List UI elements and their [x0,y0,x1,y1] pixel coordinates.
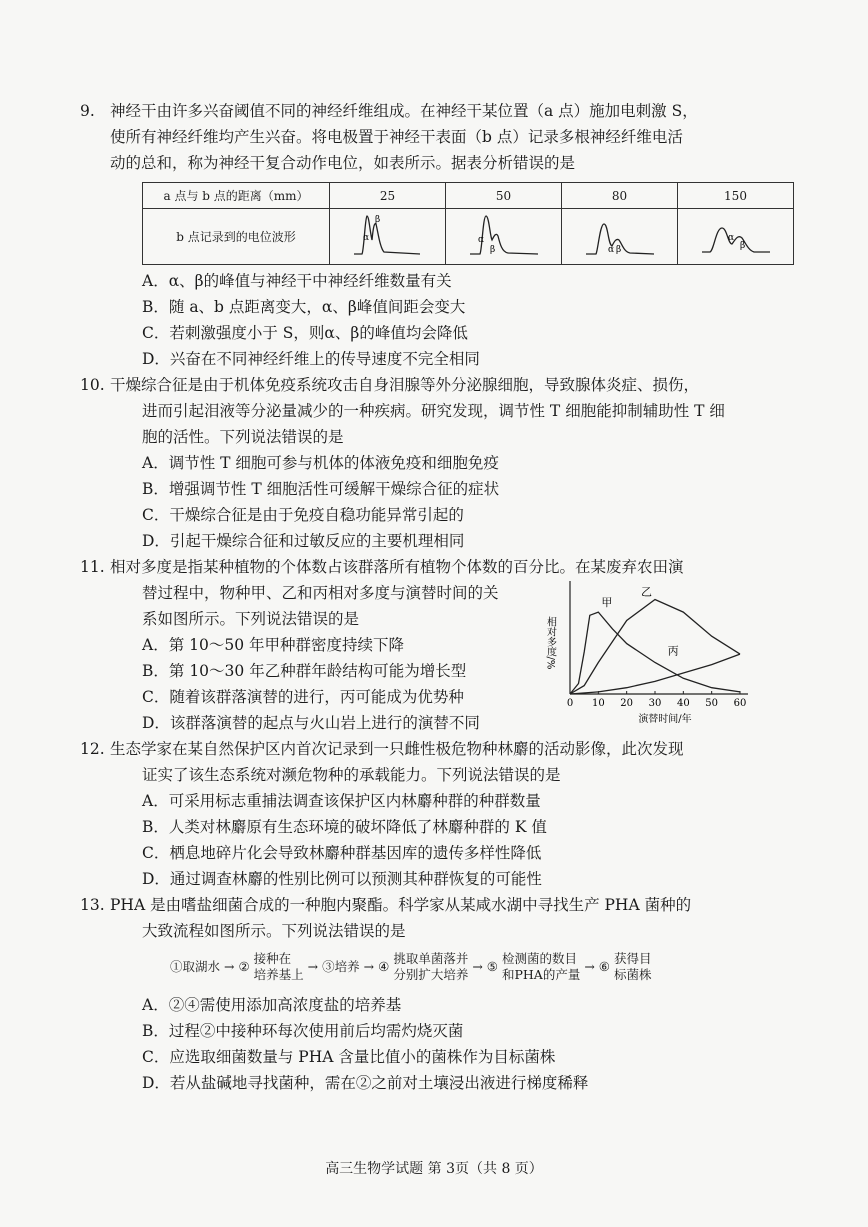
table-cell-distance: 80 [562,183,678,209]
series-label: 乙 [641,585,652,599]
option-b[interactable]: B．过程②中接种环每次使用前后均需灼烧灭菌 [142,1022,464,1040]
succession-chart [540,576,760,726]
x-axis-label: 演替时间/年 [638,714,692,725]
table-cell-distance: 50 [446,183,562,209]
question-number: 11. [80,558,105,576]
option-a[interactable]: A．可采用标志重捕法调查该保护区内林麝种群的种群数量 [142,792,541,810]
beta-label: β [739,241,745,251]
question-number: 9. [80,102,95,120]
flow-step-text: 标菌株 [613,967,652,982]
flow-step-5-num: ⑤ [486,958,498,974]
series-label: 丙 [667,644,679,658]
option-a[interactable]: A．②④需使用添加高浓度盐的培养基 [142,996,402,1014]
question-text-line: PHA 是由嗜盐细菌合成的一种胞内聚酯。科学家从某咸水湖中寻找生产 PHA 菌种的 [110,896,692,914]
flow-step-2 [254,950,304,982]
waveform-25-icon [348,210,428,260]
flow-step-6-num: ⑥ [598,958,610,974]
question-text-line: 神经干由许多兴奋阈值不同的神经纤维组成。在神经干某位置（a 点）施加电刺激 S， [110,102,698,120]
question-text-line: 生态学家在某自然保护区内首次记录到一只雌性极危物种林麝的活动影像，此次发现 [110,740,684,758]
flow-step-text: 接种在 [253,951,292,966]
alpha-label: α [727,233,734,243]
option-d[interactable]: D．该群落演替的起点与火山岩上进行的演替不同 [142,714,480,732]
question-13-options [110,992,790,1096]
question-number: 13. [80,896,105,914]
option-d[interactable]: D．引起干燥综合征和过敏反应的主要机理相同 [142,532,465,550]
x-tick-label: 30 [648,698,662,709]
flow-step-6 [614,950,652,982]
x-tick-label: 40 [676,698,690,709]
question-text-line: 动的总和，称为神经干复合动作电位，如表所示。据表分析错误的是 [110,154,576,172]
flow-step-text: 分别扩大培养 [393,967,469,982]
question-text-line: 相对多度是指某种植物的个体数占该群落所有植物个体数的百分比。在某废弃农田演 [110,558,684,576]
option-c[interactable]: C．随着该群落演替的进行，丙可能成为优势种 [142,688,464,706]
option-c[interactable]: C．栖息地碎片化会导致林麝种群基因库的遗传多样性降低 [142,844,542,862]
x-tick-label: 0 [566,698,574,709]
table-cell-distance: 25 [330,183,446,209]
question-12 [80,736,790,892]
question-9 [80,98,790,176]
arrow-icon: → [224,958,235,974]
alpha-label: α [362,233,369,243]
flow-step-text: 和PHA的产量 [501,967,581,982]
question-number: 12. [80,740,105,758]
flow-step-4 [393,950,468,982]
alpha-label: α [607,245,614,255]
question-text-line: 大致流程如图所示。下列说法错误的是 [142,922,406,940]
question-text-line: 干燥综合征是由于机体免疫系统攻击自身泪腺等外分泌腺细胞，导致腺体炎症、损伤， [110,376,700,394]
flow-step-text: 获得目 [613,951,652,966]
beta-label: β [374,215,380,225]
y-axis-label: 相对多度/% [544,616,556,670]
option-b[interactable]: B．增强调节性 T 细胞活性可缓解干燥综合征的症状 [142,480,500,498]
option-b[interactable]: B．人类对林麝原有生态环境的破坏降低了林麝种群的 K 值 [142,818,547,836]
option-c[interactable]: C．干燥综合征是由于免疫自稳功能异常引起的 [142,506,464,524]
flow-step-text: 检测菌的数目 [501,951,577,966]
beta-label: β [615,245,621,255]
option-d[interactable]: D．通过调查林麝的性别比例可以预测其种群恢复的可能性 [142,870,542,888]
waveform-table [142,182,794,265]
question-text-line: 使所有神经纤维均产生兴奋。将电极置于神经干表面（b 点）记录多根神经纤维电活 [110,128,683,146]
arrow-icon: → [472,958,483,974]
beta-label: β [489,245,495,255]
question-text-line: 胞的活性。下列说法错误的是 [142,428,344,446]
arrow-icon: → [363,958,375,974]
flow-step-text: 培养基上 [253,967,304,982]
table-header-distance: a 点与 b 点的距离（mm） [143,183,330,209]
page-footer: 高三生物学试题 第 3页（共 8 页） [325,1161,543,1177]
option-a[interactable]: A．第 10～50 年甲种群密度持续下降 [142,636,404,654]
option-b[interactable]: B．第 10～30 年乙种群年龄结构可能为增长型 [142,662,467,680]
waveform-cell [678,209,794,265]
arrow-icon: → [584,958,595,974]
series-label: 甲 [601,596,613,610]
question-9-options [110,268,790,372]
arrow-icon: → [307,958,319,974]
x-tick-label: 20 [620,698,634,709]
option-a[interactable]: A．调节性 T 细胞可参与机体的体液免疫和细胞免疫 [142,454,499,472]
waveform-80-icon [580,210,660,260]
x-tick-label: 10 [591,698,605,709]
waveform-cell [330,209,446,265]
x-tick-label: 60 [733,698,747,709]
option-c[interactable]: C．应选取细菌数量与 PHA 含量比值小的菌株作为目标菌株 [142,1048,556,1066]
flow-step-text: 挑取单菌落并 [393,951,469,966]
option-b[interactable]: B．随 a、b 点距离变大，α、β峰值间距会变大 [142,298,466,316]
x-tick-label: 50 [705,698,719,709]
question-text-line: 系如图所示。下列说法错误的是 [142,610,360,628]
question-10 [80,372,790,554]
alpha-label: α [477,235,484,245]
question-13 [80,892,790,944]
waveform-50-icon [464,210,544,260]
question-text-line: 替过程中，物种甲、乙和丙相对多度与演替时间的关 [142,584,499,602]
question-text-line: 进而引起泪液等分泌量减少的一种疾病。研究发现，调节性 T 细胞能抑制辅助性 T 细 [142,402,725,420]
question-number: 10. [80,376,105,394]
option-d[interactable]: D．若从盐碱地寻找菌种，需在②之前对土壤浸出液进行梯度稀释 [142,1074,589,1092]
option-c[interactable]: C．若刺激强度小于 S，则α、β的峰值均会降低 [142,324,468,342]
waveform-150-icon [696,210,776,260]
question-text-line: 证实了该生态系统对濒危物种的承载能力。下列说法错误的是 [142,766,561,784]
table-header-waveform: b 点记录到的电位波形 [143,209,330,265]
flow-step-2-num: ② [238,958,250,974]
option-a[interactable]: A．α、β的峰值与神经干中神经纤维数量有关 [142,272,452,290]
flow-step-3: ③培养 [322,959,360,974]
table-cell-distance: 150 [678,183,794,209]
flow-step-4-num: ④ [378,958,390,974]
flow-step-1: ①取湖水 [170,959,221,974]
waveform-cell [562,209,678,265]
option-d[interactable]: D．兴奋在不同神经纤维上的传导速度不完全相同 [142,350,480,368]
flow-step-5 [502,950,580,982]
pha-flowchart [170,950,652,982]
waveform-cell [446,209,562,265]
